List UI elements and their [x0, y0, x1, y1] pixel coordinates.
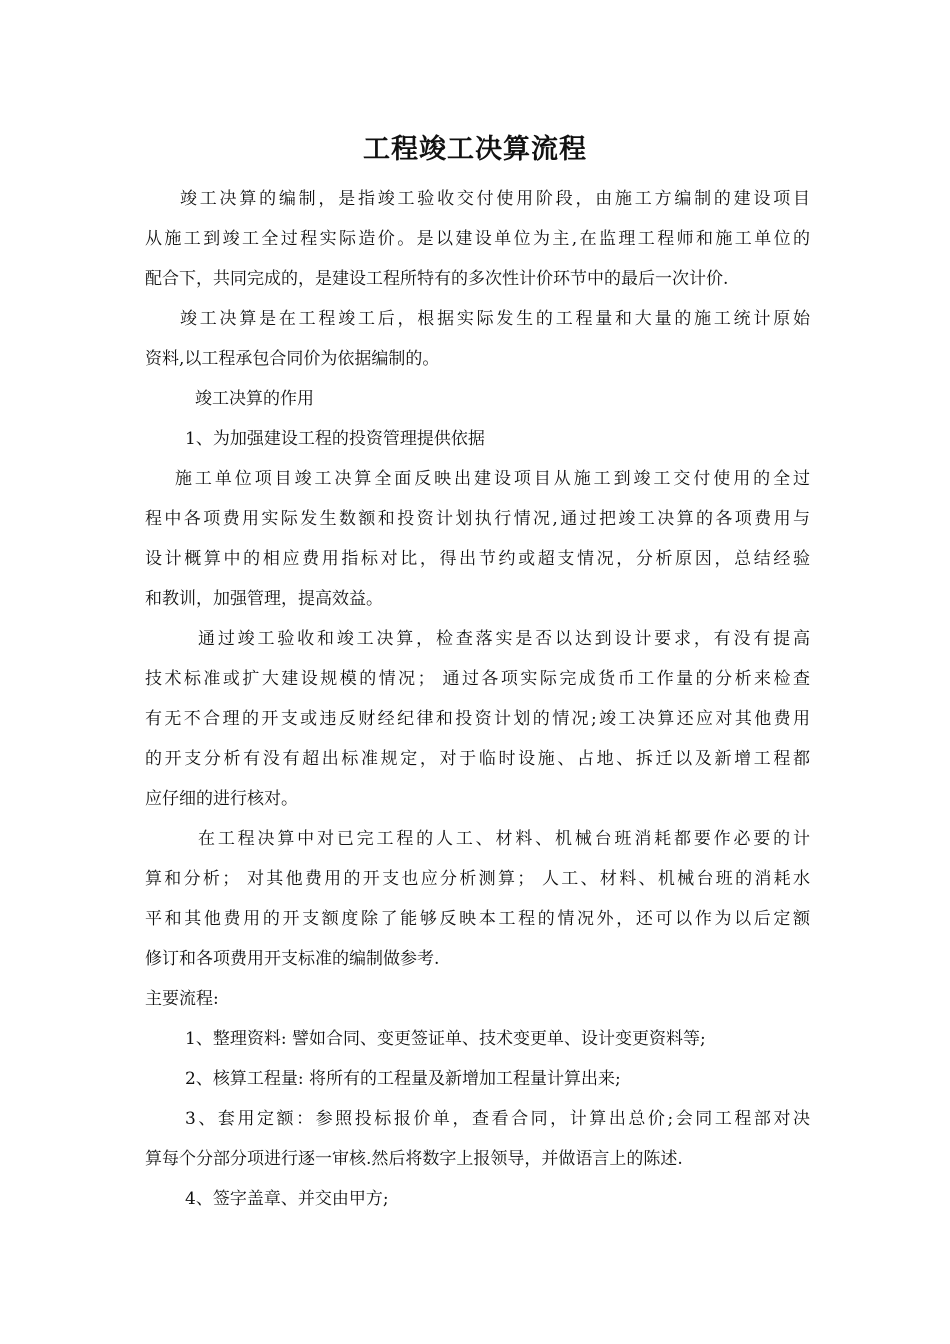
list-item: 3、套用定额：参照投标报价单，查看合同，计算出总价;会同工程部对决 — [185, 1109, 810, 1129]
paragraph-line: 算和分析； 对其他费用的开支也应分析测算； 人工、材料、机械台班的消耗水 — [145, 869, 810, 889]
paragraph-line: 从施工到竣工全过程实际造价。是以建设单位为主,在监理工程师和施工单位的 — [145, 229, 810, 249]
paragraph-line: 有无不合理的开支或违反财经纪律和投资计划的情况;竣工决算还应对其他费用 — [145, 709, 810, 729]
paragraph-line: 在工程决算中对已完工程的人工、材料、机械台班消耗都要作必要的计 — [198, 829, 810, 849]
list-item: 2、核算工程量: 将所有的工程量及新增加工程量计算出来; — [185, 1069, 621, 1089]
list-item: 1、整理资料: 譬如合同、变更签证单、技术变更单、设计变更资料等; — [185, 1029, 706, 1049]
paragraph-line: 平和其他费用的开支额度除了能够反映本工程的情况外，还可以作为以后定额 — [145, 909, 810, 929]
paragraph-line: 和教训，加强管理，提高效益。 — [145, 589, 383, 609]
paragraph-line: 设计概算中的相应费用指标对比，得出节约或超支情况，分析原因，总结经验 — [145, 549, 810, 569]
paragraph-line: 的开支分析有没有超出标准规定，对于临时设施、占地、拆迁以及新增工程都 — [145, 749, 810, 769]
list-item-continuation: 算每个分部分项进行逐一审核.然后将数字上报领导，并做语言上的陈述. — [145, 1149, 683, 1169]
paragraph-line: 程中各项费用实际发生数额和投资计划执行情况,通过把竣工决算的各项费用与 — [145, 509, 810, 529]
section-heading: 主要流程: — [145, 989, 219, 1009]
paragraph-line: 修订和各项费用开支标准的编制做参考. — [145, 949, 440, 969]
paragraph-line: 施工单位项目竣工决算全面反映出建设项目从施工到竣工交付使用的全过 — [175, 469, 810, 489]
paragraph-line: 竣工决算是在工程竣工后，根据实际发生的工程量和大量的施工统计原始 — [180, 309, 810, 329]
paragraph-line: 配合下，共同完成的，是建设工程所特有的多次性计价环节中的最后一次计价. — [145, 269, 729, 289]
paragraph-line: 资料,以工程承包合同价为依据编制的。 — [145, 349, 440, 369]
paragraph-line: 通过竣工验收和竣工决算，检查落实是否以达到设计要求，有没有提高 — [198, 629, 810, 649]
page-title: 工程竣工决算流程 — [363, 134, 587, 165]
list-item: 4、签字盖章、并交由甲方; — [185, 1189, 389, 1209]
subsection-heading: 1、为加强建设工程的投资管理提供依据 — [185, 429, 485, 449]
paragraph-line: 竣工决算的编制，是指竣工验收交付使用阶段，由施工方编制的建设项目 — [180, 189, 810, 209]
paragraph-line: 应仔细的进行核对。 — [145, 789, 298, 809]
paragraph-line: 技术标准或扩大建设规模的情况； 通过各项实际完成货币工作量的分析来检查 — [145, 669, 810, 689]
section-heading: 竣工决算的作用 — [195, 389, 314, 409]
